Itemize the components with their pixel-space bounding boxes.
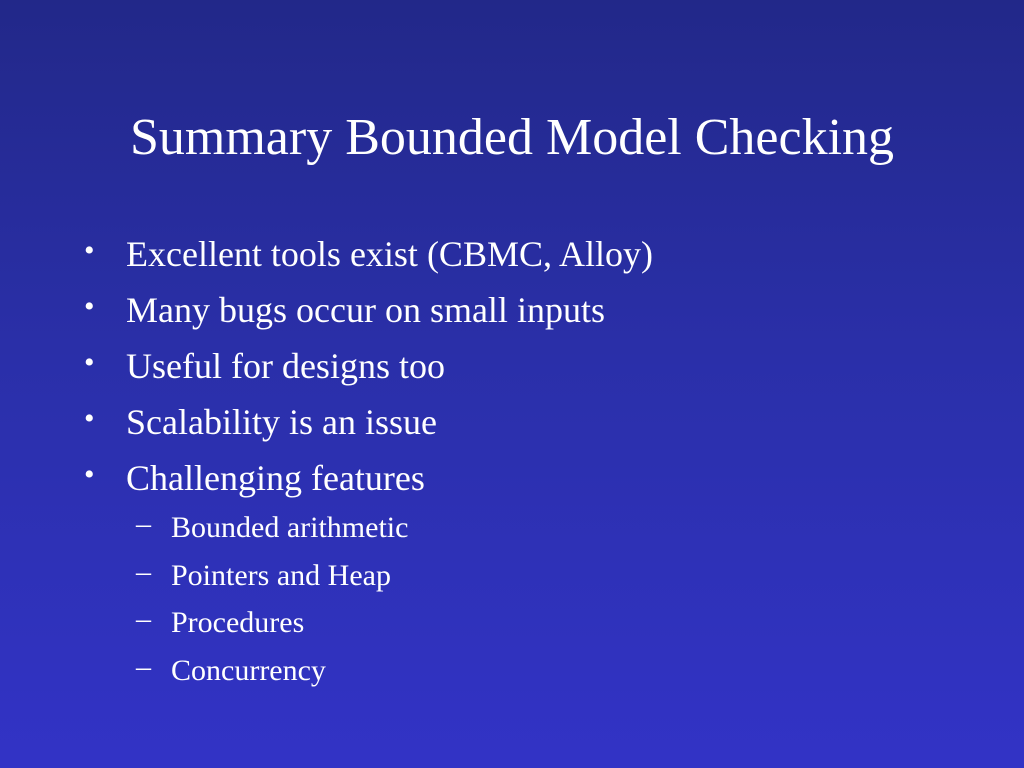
bullet-icon: • xyxy=(84,234,95,267)
sub-bullet-item xyxy=(136,650,408,698)
bullet-item xyxy=(84,397,653,453)
bullet-icon: • xyxy=(84,458,95,491)
bullet-icon: • xyxy=(84,346,95,379)
bullet-text: Useful for designs too xyxy=(126,346,445,386)
bullet-list xyxy=(84,229,653,509)
dash-icon: – xyxy=(136,507,151,540)
slide-title: Summary Bounded Model Checking xyxy=(129,109,895,166)
sub-bullet-text: Bounded arithmetic xyxy=(171,511,409,544)
sub-bullet-item xyxy=(136,555,408,603)
bullet-item xyxy=(84,453,653,509)
bullet-icon: • xyxy=(84,290,95,323)
sub-bullet-item xyxy=(136,507,408,555)
dash-icon: – xyxy=(136,554,151,588)
bullet-item xyxy=(84,229,653,285)
bullet-text: Challenging features xyxy=(126,458,425,498)
bullet-icon: • xyxy=(84,402,95,435)
sub-bullet-text: Concurrency xyxy=(171,653,326,687)
sub-bullet-list xyxy=(136,507,408,697)
sub-bullet-text: Procedures xyxy=(171,606,305,639)
dash-icon: – xyxy=(136,602,151,635)
bullet-item xyxy=(84,285,653,341)
bullet-text: Scalability is an issue xyxy=(126,402,437,442)
bullet-text: Excellent tools exist (CBMC, Alloy) xyxy=(126,234,653,274)
sub-bullet-item xyxy=(136,602,408,650)
bullet-item xyxy=(84,341,653,397)
sub-bullet-text: Pointers and Heap xyxy=(171,558,391,592)
dash-icon: – xyxy=(136,649,151,683)
bullet-text: Many bugs occur on small inputs xyxy=(126,290,605,330)
